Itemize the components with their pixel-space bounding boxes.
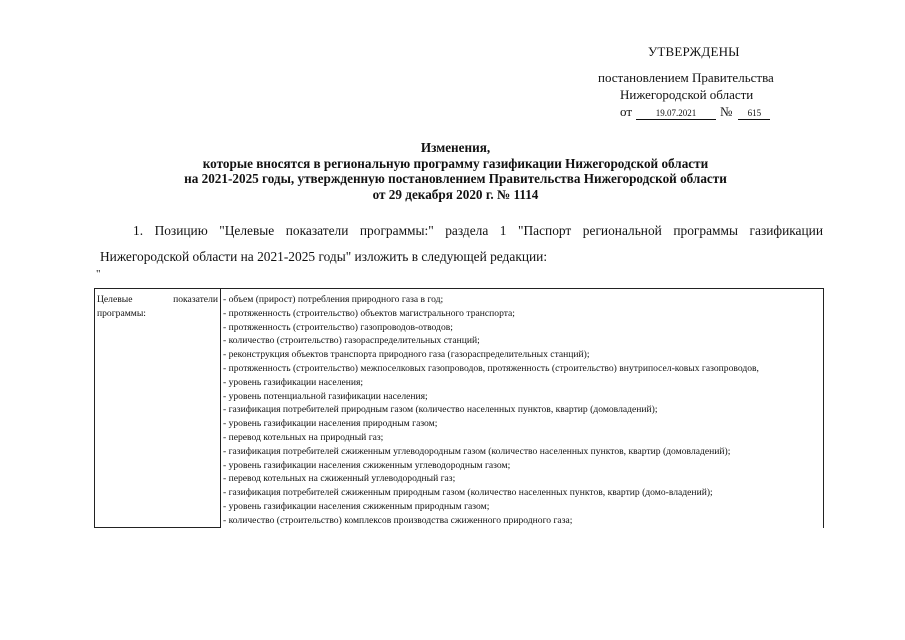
title-line-3: на 2021-2025 годы, утвержденную постановлением Правительства Нижегородской области xyxy=(184,171,727,186)
decree-date-line xyxy=(620,104,770,120)
label-word-1: Целевые xyxy=(97,294,133,305)
label-line-2: программы: xyxy=(97,307,146,319)
list-item: - газификация потребителей сжиженным природным газом (количество населенных пунктов, квартир (домо-владений); xyxy=(223,487,713,499)
target-indicators-table xyxy=(94,288,824,528)
list-item: - объем (прирост) потребления природного газа в год; xyxy=(223,294,444,305)
list-item: - уровень газификации населения; xyxy=(223,376,364,388)
indicators-items-cell xyxy=(221,289,824,528)
number-sign: № xyxy=(720,104,733,119)
opening-quote-mark: " xyxy=(96,268,101,280)
list-item: - уровень газификации населения сжиженным углеводородным газом; xyxy=(223,459,511,471)
table-row xyxy=(95,289,824,528)
title-line-1: Изменения, xyxy=(420,140,491,155)
title-line-2: которые вносятся в региональную программу газификации Нижегородской области xyxy=(202,155,709,171)
list-item: - газификация потребителей сжиженным углеводородным газом (количество населенных пунктов, квартир (домовладений); xyxy=(223,445,731,457)
list-item: - уровень газификации населения сжиженным природным газом; xyxy=(223,500,490,512)
list-item: - уровень газификации населения природным газом; xyxy=(223,418,438,430)
list-item: - протяженность (строительство) газопроводов-отводов; xyxy=(223,321,453,333)
decree-line-2: Нижегородской области xyxy=(620,87,754,102)
body-paragraph xyxy=(100,218,823,270)
list-item: - перевод котельных на природный газ; xyxy=(223,431,384,443)
paragraph-line-2: Нижегородской области на 2021-2025 годы" изложить в следующей редакции: xyxy=(100,249,548,264)
list-item: - уровень потенциальной газификации населения; xyxy=(223,390,428,402)
decree-date: 19.07.2021 xyxy=(636,108,716,120)
list-item: - количество (строительство) газораспределительных станций; xyxy=(223,335,480,347)
approval-stamp-title: УТВЕРЖДЕНЫ xyxy=(648,44,740,59)
list-item: - количество (строительство) комплексов производства сжиженного природного газа; xyxy=(223,514,573,526)
list-item: - протяженность (строительство) объектов магистрального транспорта; xyxy=(223,307,515,319)
paragraph-line-1: 1. Позицию "Целевые показатели программы:" раздела 1 "Паспорт региональной программы газификации xyxy=(133,223,823,238)
decree-number: 615 xyxy=(738,108,770,120)
date-prefix: от xyxy=(620,104,633,119)
list-item: - реконструкция объектов транспорта природного газа (газораспределительных станций); xyxy=(223,349,590,361)
list-item: - перевод котельных на сжиженный углеводородный газ; xyxy=(223,473,456,485)
indicators-label-cell xyxy=(95,289,221,528)
list-item: - газификация потребителей природным газом (количество населенных пунктов, квартир (домовладений); xyxy=(223,404,658,416)
document-title xyxy=(100,140,811,202)
list-item: - протяженность (строительство) межпоселковых газопроводов, протяженность (строительство) внутрипосел-ковых газопроводов, xyxy=(223,362,759,374)
title-line-4: от 29 декабря 2020 г. № 1114 xyxy=(372,186,539,202)
label-word-2: показатели xyxy=(173,294,218,305)
decree-line-1: постановлением Правительства xyxy=(598,70,774,85)
